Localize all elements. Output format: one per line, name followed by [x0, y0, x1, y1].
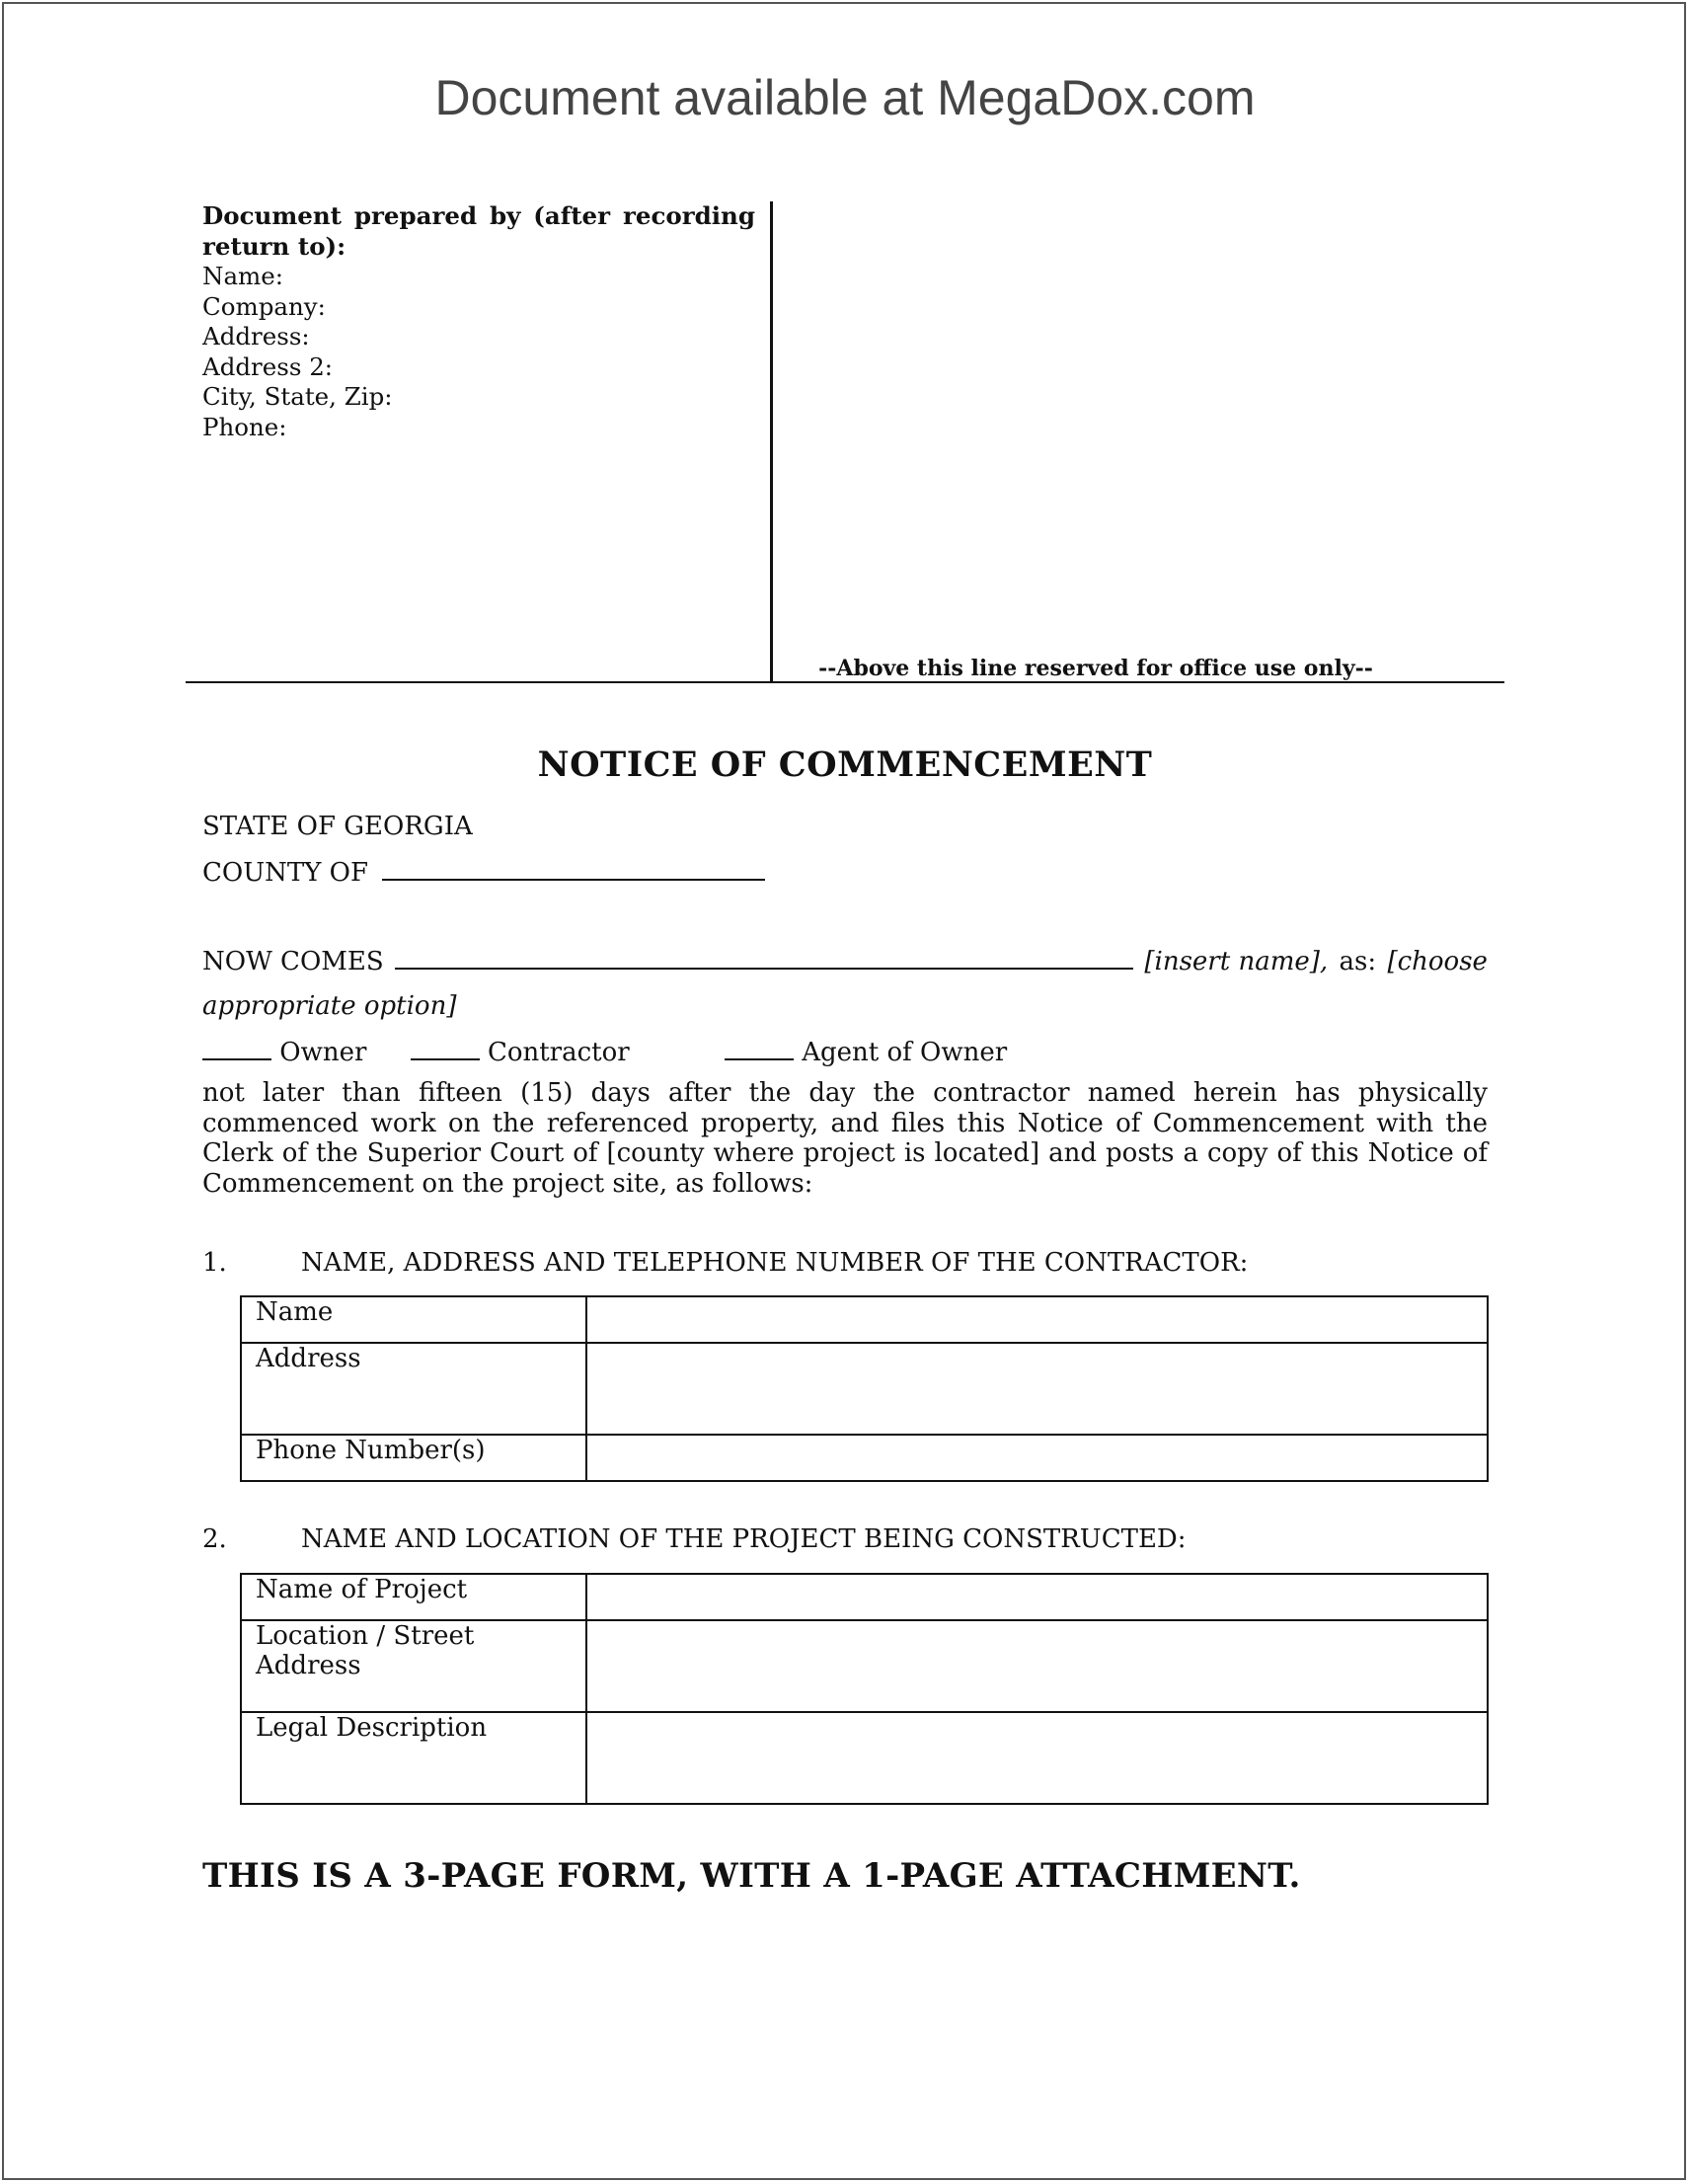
watermark: Document available at MegaDox.com — [434, 70, 1256, 125]
prepared-by-name-label: Name: — [202, 262, 284, 290]
name-blank[interactable] — [395, 946, 1133, 970]
section-1-title: NAME, ADDRESS AND TELEPHONE NUMBER OF THE CONTRACTOR: — [301, 1248, 1249, 1278]
section-2-heading — [202, 1524, 1187, 1554]
now-comes-label: NOW COMES — [202, 947, 384, 976]
body-paragraph: not later than fifteen (15) days after the day the contractor named herein has physically commenced work on the referenced property, and files this Notice of Commencement with the Clerk of the Superior Court of [county where project is located] and posts a copy of this Notice of Commencement on the project site, as follows: — [202, 1078, 1488, 1199]
county-blank[interactable] — [382, 857, 765, 881]
project-name-label: Name of Project — [241, 1574, 586, 1620]
contractor-name-label: Name — [241, 1296, 586, 1343]
contractor-phone-field[interactable] — [586, 1435, 1488, 1481]
table-row — [241, 1343, 1488, 1435]
project-name-field[interactable] — [586, 1574, 1488, 1620]
table-row — [241, 1574, 1488, 1620]
contractor-phone-label: Phone Number(s) — [241, 1435, 586, 1481]
county-label: COUNTY OF — [202, 858, 368, 888]
prepared-by-city-state-zip-label: City, State, Zip: — [202, 382, 393, 411]
choose-hint: [choose — [1387, 947, 1488, 976]
contractor-name-field[interactable] — [586, 1296, 1488, 1343]
project-legal-description-label: Legal Description — [241, 1712, 586, 1804]
insert-name-hint: [insert name], — [1144, 947, 1329, 976]
project-legal-description-field[interactable] — [586, 1712, 1488, 1804]
table-row — [241, 1712, 1488, 1804]
prepared-by-block — [202, 201, 755, 442]
project-location-field[interactable] — [586, 1620, 1488, 1712]
state-line: STATE OF GEORGIA — [202, 812, 473, 841]
contractor-address-label: Address — [241, 1343, 586, 1435]
choose-hint-continuation: appropriate option] — [202, 991, 457, 1021]
option-agent-of-owner: Agent of Owner — [802, 1038, 1008, 1067]
prepared-by-address2-label: Address 2: — [202, 351, 334, 381]
table-row — [241, 1296, 1488, 1343]
prepared-by-company-label: Company: — [202, 291, 326, 321]
section-1-number: 1. — [202, 1248, 227, 1278]
project-location-label: Location / Street Address — [241, 1620, 586, 1712]
table-row — [241, 1435, 1488, 1481]
project-table — [240, 1573, 1489, 1805]
header-rule — [186, 681, 1504, 683]
table-row — [241, 1620, 1488, 1712]
page-count-note: THIS IS A 3-PAGE FORM, WITH A 1-PAGE ATTACHMENT. — [202, 1856, 1301, 1896]
prepared-by-address-label: Address: — [202, 322, 310, 351]
prepared-by-heading: Document prepared by (after recording return to): — [202, 201, 755, 261]
contractor-address-field[interactable] — [586, 1343, 1488, 1435]
section-2-title: NAME AND LOCATION OF THE PROJECT BEING CONSTRUCTED: — [301, 1524, 1187, 1554]
as-label: as: — [1339, 947, 1377, 976]
role-options-line — [202, 1037, 1007, 1067]
office-use-note: --Above this line reserved for office use only-- — [818, 656, 1373, 681]
county-line — [202, 857, 765, 888]
contractor-blank[interactable] — [411, 1037, 480, 1060]
contractor-table — [240, 1295, 1489, 1482]
section-2-number: 2. — [202, 1524, 227, 1554]
agent-blank[interactable] — [725, 1037, 794, 1060]
document-title: NOTICE OF COMMENCEMENT — [537, 744, 1153, 785]
section-1-heading — [202, 1248, 1248, 1278]
option-owner: Owner — [279, 1038, 367, 1067]
owner-blank[interactable] — [202, 1037, 271, 1060]
now-comes-line — [202, 946, 1488, 976]
recording-area-divider — [770, 201, 773, 683]
option-contractor: Contractor — [487, 1038, 630, 1067]
prepared-by-phone-label: Phone: — [202, 412, 287, 441]
